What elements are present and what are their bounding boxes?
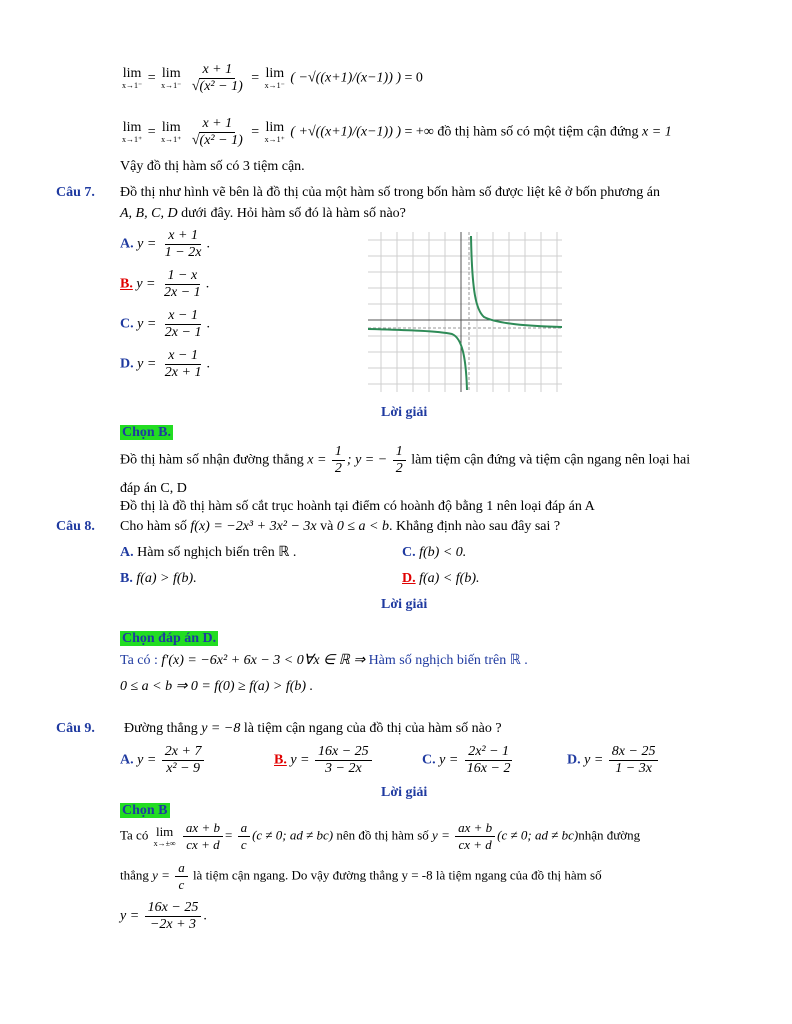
q7-choose-answer: Chọn B. (122, 425, 172, 440)
q8-choose-answer: Chọn đáp án D. (122, 631, 217, 646)
q8-option-b[interactable]: B. f(a) > f(b). (120, 571, 197, 586)
q7-function-graph (368, 232, 562, 392)
q9-option-b[interactable]: B. y = $\frac{16x - 25}{3 - 2x}$ (274, 744, 374, 777)
question-8-label: Câu 8. (56, 519, 95, 534)
q9-option-d[interactable]: D. y = $\frac{8x - 25}{1 - 3x}$ (567, 744, 660, 777)
curve-left-branch (368, 329, 467, 390)
q9-option-a[interactable]: A. y = $\frac{2x + 7}{\text{x² − 9}}$ (120, 744, 206, 777)
q9-solution-line-2: thẳng y = $\frac{a}{c}$ là tiệm cận ngang. Do vậy đường thẳng y = -8 là tiệm ngang của đồ thị hàm số (120, 860, 602, 892)
question-7-text-1: Đồ thị như hình vẽ bên là đồ thị của một hàm số trong bốn hàm số được liệt kê ở bốn phương án (120, 185, 660, 200)
q8-option-c[interactable]: C. f(b) < 0. (402, 545, 467, 560)
q9-option-c[interactable]: C. y = $\frac{\text{2x² − 1}}{16x - 2}$ (422, 744, 511, 776)
q7-option-c[interactable]: C. y = $\frac{x - 1}{2x - 1}$ . (120, 308, 210, 340)
question-9-text: Đường thẳng y = −8 là tiệm cận ngang của đồ thị của hàm số nào ? (124, 721, 502, 736)
limit-line-2: lim x→1⁺ = lim x→1⁺ $\frac{x + 1}{\text{√(x² − 1)}}$ = lim x→1⁺ ( +√((x+1)/(x−1)) ) = +∞ đồ thị hàm số có một tiệm cận đứng x = 1 (122, 116, 672, 148)
question-8-text: Cho hàm số f(x) = −2x³ + 3x² − 3x và 0 ≤ a < b. Khẳng định nào sau đây sai ? (120, 519, 561, 534)
q9-solution-line-3: y = $\frac{16x - 25}{-2x + 3}$ . (120, 900, 207, 932)
q7-solution-line-3: Đồ thị là đồ thị hàm số cắt trục hoành tại điểm có hoành độ bằng 1 nên loại đáp án A (120, 499, 595, 514)
q7-solution-line-2: đáp án C, D (120, 481, 187, 496)
q7-option-d[interactable]: D. y = $\frac{x - 1}{2x + 1}$ . (120, 348, 210, 380)
curve-right-branch (471, 236, 562, 327)
q9-solution-title: Lời giải (381, 785, 428, 800)
q9-choose-answer: Chọn B (122, 803, 168, 818)
q7-solution-title: Lời giải (381, 405, 428, 420)
q8-option-a[interactable]: A. Hàm số nghịch biến trên ℝ . (120, 545, 297, 560)
q7-option-b[interactable]: B. y = $\frac{1 - x}{2x - 1}$ . (120, 268, 210, 300)
q9-solution-line-1: Ta có lim x→±∞ $\frac{ax + b}{cx + d}$ = $\frac{a}{c}$ (c ≠ 0; ad ≠ bc) nên đồ thị hàm số y = $\frac{ax + b}{cx + d}$ (c ≠ 0; ad ≠ bc)nhận đường (120, 820, 641, 852)
q8-option-d[interactable]: D. f(a) < f(b). (402, 571, 480, 586)
q7-solution-line-1: Đồ thị hàm số nhận đường thẳng x = $\frac{1}{2}$ ; y = − $\frac{1}{2}$ làm tiệm cận đứng và tiệm cận ngang nên loại hai (120, 444, 691, 476)
q8-solution-line-1: Ta có : f′(x) = −6x² + 6x − 3 < 0∀x ∈ ℝ ⇒ Hàm số nghịch biến trên ℝ . (120, 653, 528, 668)
question-7-label: Câu 7. (56, 185, 95, 200)
conclusion-text: Vậy đồ thị hàm số có 3 tiệm cận. (120, 159, 305, 174)
question-9-label: Câu 9. (56, 721, 95, 736)
question-7-text-2: A, B, C, D dưới đây. Hỏi hàm số đó là hàm số nào? (120, 206, 406, 221)
q8-solution-line-2: 0 ≤ a < b ⇒ 0 = f(0) ≥ f(a) > f(b) . (120, 679, 314, 694)
limit-line-1: lim x→1⁻ = lim x→1⁻ $\frac{x + 1}{\text{√(x² − 1)}}$ = lim x→1⁻ ( −√((x+1)/(x−1)) ) = 0 (122, 62, 423, 94)
q8-solution-title: Lời giải (381, 597, 428, 612)
q7-option-a[interactable]: A. y = $\frac{x + 1}{1 - 2x}$ . (120, 228, 210, 260)
